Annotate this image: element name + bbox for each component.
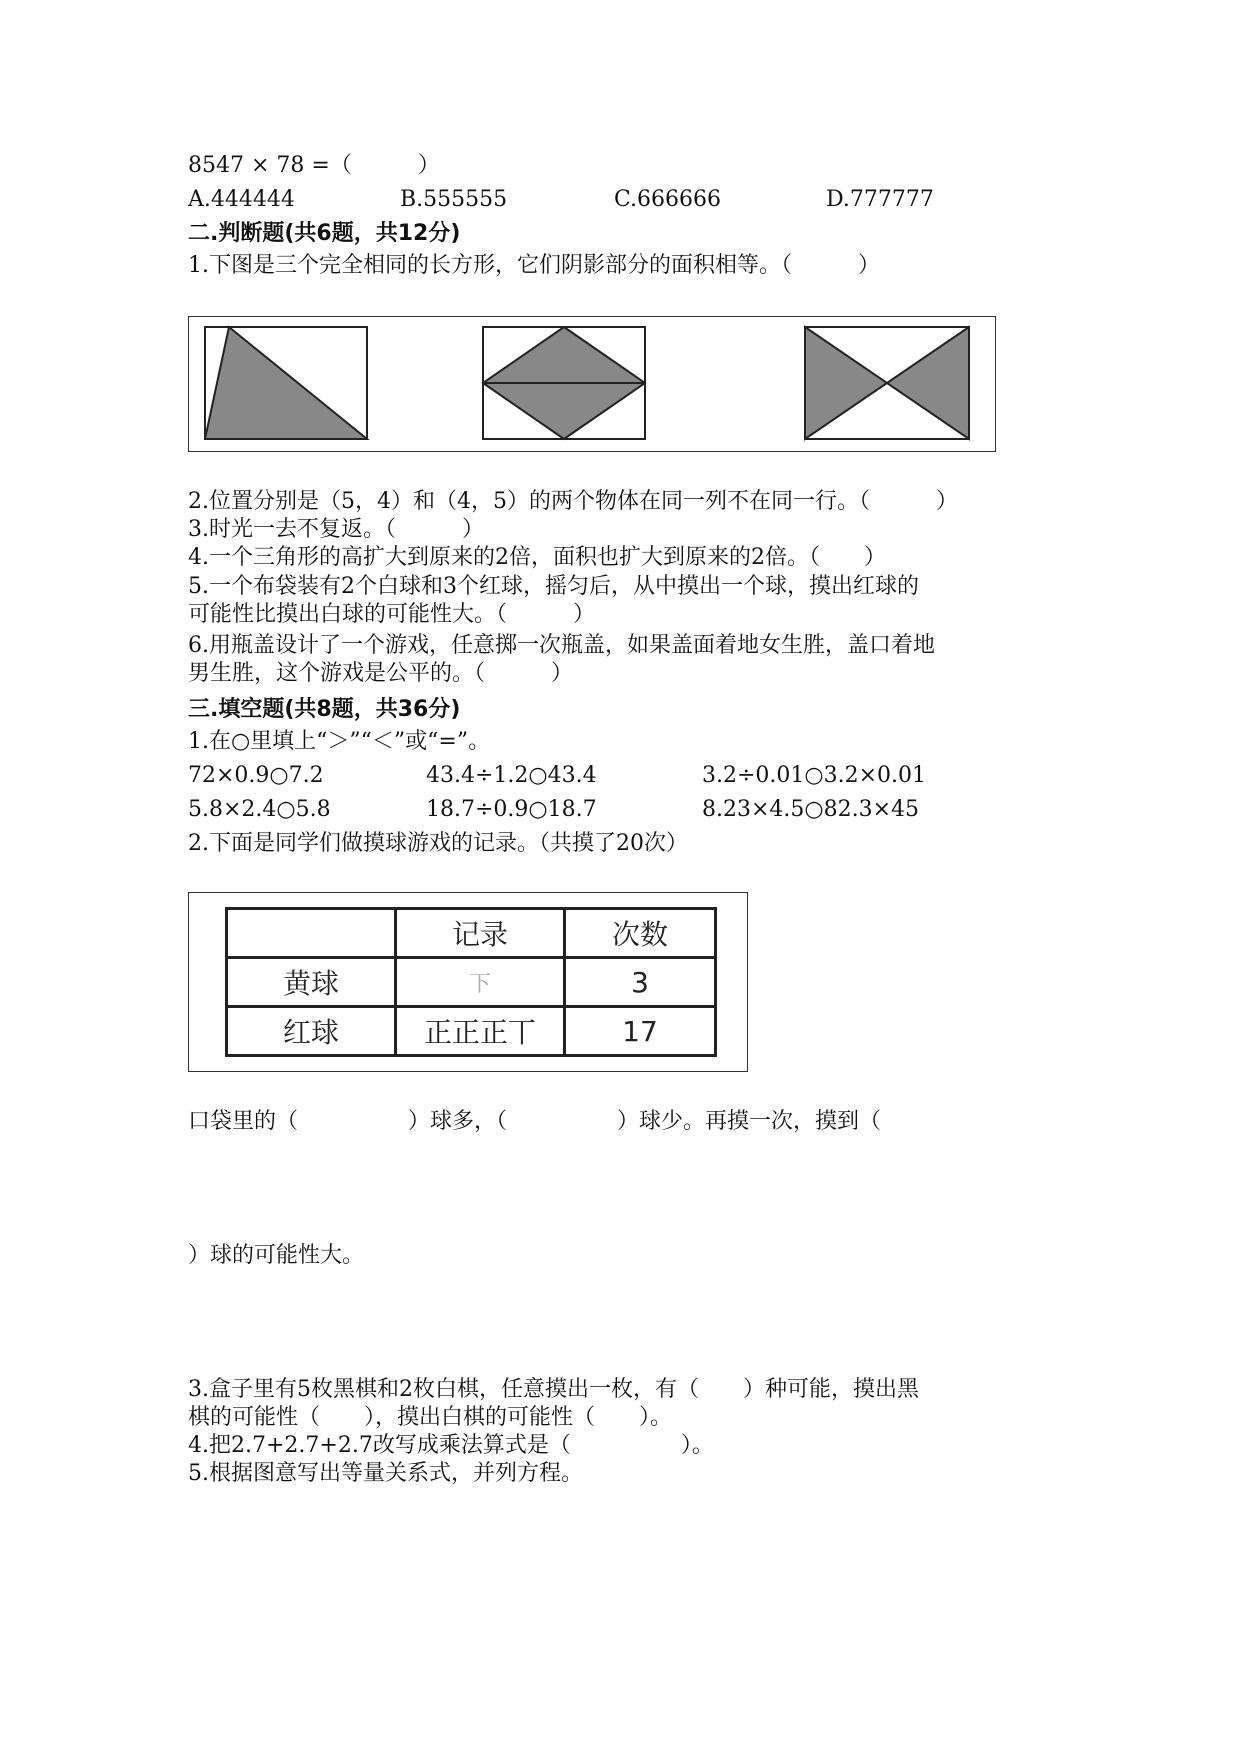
judgement-item-3: 3.时光一去不复返。（ ） — [188, 517, 484, 542]
table-cell: 记录 — [396, 909, 565, 958]
table-row — [227, 958, 716, 1007]
section-heading-fill: 三.填空题(共8题，共36分) — [188, 697, 461, 722]
table-cell: 黄球 — [227, 958, 396, 1007]
fill-question-1: 1.在○里填上“＞”“＜”或“=”。 — [188, 729, 491, 754]
compare-item: 3.2÷0.01○3.2×0.01 — [702, 763, 927, 788]
option-c: C.666666 — [614, 187, 722, 212]
option-a: A.444444 — [188, 187, 295, 212]
rectangle-1 — [205, 327, 367, 439]
rectangles-figure — [188, 316, 996, 452]
compare-item: 8.23×4.5○82.3×45 — [702, 797, 920, 822]
ball-record-figure — [188, 892, 748, 1072]
table-cell: 次数 — [565, 909, 716, 958]
table-cell: 红球 — [227, 1007, 396, 1056]
rectangle-3 — [805, 327, 969, 439]
judgement-item-5-line2: 可能性比摸出白球的可能性大。（ ） — [188, 602, 596, 627]
judgement-item-5-line1: 5.一个布袋装有2个白球和3个红球，摇匀后，从中摸出一个球，摸出红球的 — [188, 574, 919, 599]
option-b: B.555555 — [400, 187, 508, 212]
fill-question-2: 2.下面是同学们做摸球游戏的记录。（共摸了20次） — [188, 831, 688, 856]
option-d: D.777777 — [826, 187, 934, 212]
section-heading-judgement: 二.判断题(共6题，共12分) — [188, 221, 461, 246]
compare-item: 43.4÷1.2○43.4 — [426, 763, 597, 788]
table-cell: 3 — [565, 958, 716, 1007]
fill-question-5: 5.根据图意写出等量关系式，并列方程。 — [188, 1461, 583, 1486]
fill-question-3-line1: 3.盒子里有5枚黑棋和2枚白棋，任意摸出一枚，有（ ）种可能，摸出黑 — [188, 1377, 919, 1402]
ball-record-table — [225, 907, 717, 1057]
fill-question-2-blank-line2: ）球的可能性大。 — [188, 1243, 365, 1268]
judgement-item-4: 4.一个三角形的高扩大到原来的2倍，面积也扩大到原来的2倍。（ ） — [188, 545, 886, 570]
compare-item: 18.7÷0.9○18.7 — [426, 797, 597, 822]
compare-item: 72×0.9○7.2 — [188, 763, 324, 788]
fill-question-2-blank-line1: 口袋里的（ ）球多，（ ）球少。再摸一次，摸到（ — [188, 1109, 882, 1134]
rectangle-2 — [483, 327, 645, 439]
table-row — [227, 1007, 716, 1056]
table-cell: 正正正丅 — [396, 1007, 565, 1056]
table-cell: 17 — [565, 1007, 716, 1056]
compare-item: 5.8×2.4○5.8 — [188, 797, 331, 822]
judgement-item-6-line2: 男生胜，这个游戏是公平的。（ ） — [188, 661, 574, 686]
table-cell — [227, 909, 396, 958]
judgement-item-6-line1: 6.用瓶盖设计了一个游戏，任意掷一次瓶盖，如果盖面着地女生胜，盖口着地 — [188, 633, 935, 658]
question-stem: 8547 × 78 =（ ） — [188, 153, 440, 178]
table-row — [227, 909, 716, 958]
table-cell: 下 — [396, 958, 565, 1007]
rectangles-svg — [189, 317, 995, 451]
fill-question-4: 4.把2.7+2.7+2.7改写成乘法算式是（ ）。 — [188, 1433, 714, 1458]
judgement-item-1: 1.下图是三个完全相同的长方形，它们阴影部分的面积相等。（ ） — [188, 253, 880, 278]
judgement-item-2: 2.位置分别是（5，4）和（4，5）的两个物体在同一列不在同一行。（ ） — [188, 489, 958, 514]
fill-question-3-line2: 棋的可能性（ ），摸出白棋的可能性（ ）。 — [188, 1405, 673, 1430]
